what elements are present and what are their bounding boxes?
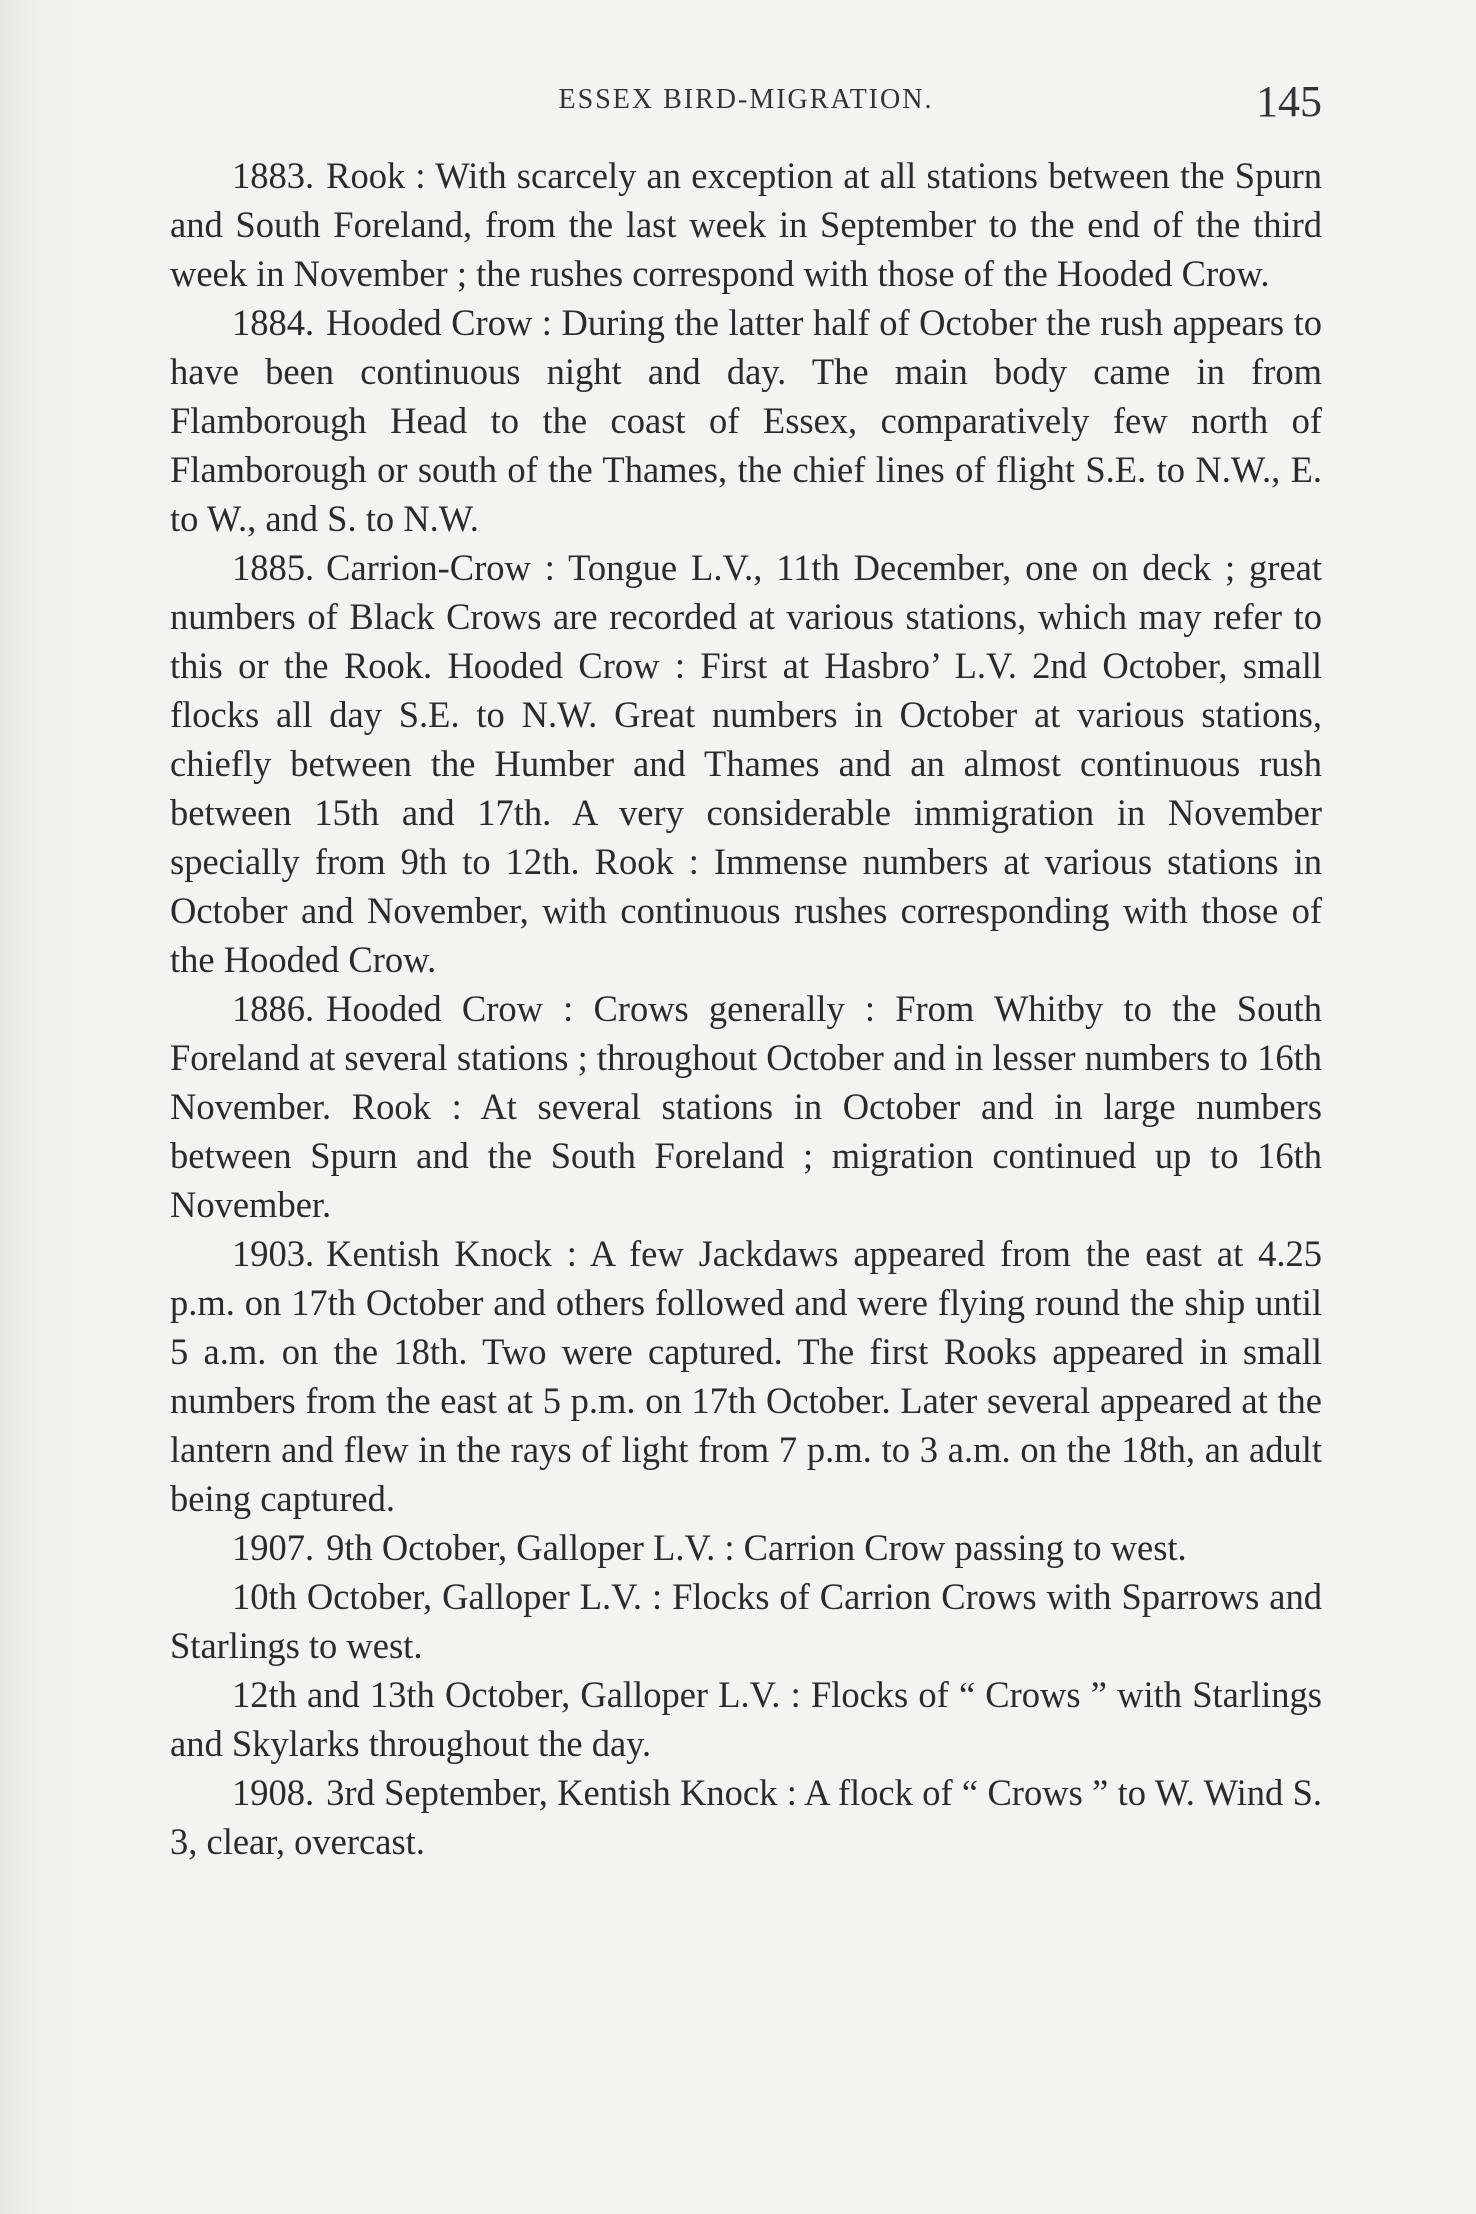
year-lead: 1884. bbox=[232, 302, 315, 343]
paragraph-1907-10th-october bbox=[170, 1572, 1322, 1670]
paragraph-text: Hooded Crow : Crows generally : From Whitby to the South Foreland at several stations ; throughout October and in lesser numbers to 16th November. Rook : At several stations in October and in large numbers between Spurn and the South Foreland ; migration continued up to 16th November. bbox=[170, 988, 1322, 1225]
paragraph-1907-12th-13th-october bbox=[170, 1670, 1322, 1768]
paragraph-text: Carrion-Crow : Tongue L.V., 11th December, one on deck ; great numbers of Black Crows are recorded at various stations, which may refer to this or the Rook. Hooded Crow : First at Hasbro’ L.V. 2nd October, small flocks all day S.E. to N.W. Great numbers in October at various stations, chiefly between the Humber and Thames and an almost continuous rush between 15th and 17th. A very considerable immigration in November specially from 9th to 12th. Rook : Immense numbers at various stations in October and November, with continuous rushes corresponding with those of the Hooded Crow. bbox=[170, 547, 1322, 980]
paragraph-text: 9th October, Galloper L.V. : Carrion Crow passing to west. bbox=[326, 1527, 1187, 1568]
page-number: 145 bbox=[1256, 77, 1322, 126]
body-text bbox=[170, 151, 1322, 1866]
paragraph-1907 bbox=[170, 1523, 1322, 1572]
paragraph-1886 bbox=[170, 984, 1322, 1229]
paragraph-1883 bbox=[170, 151, 1322, 298]
paragraph-text: Kentish Knock : A few Jackdaws appeared from the east at 4.25 p.m. on 17th October and others followed and were flying round the ship until 5 a.m. on the 18th. Two were captured. The first Rooks appeared in small numbers from the east at 5 p.m. on 17th October. Later several appeared at the lantern and flew in the rays of light from 7 p.m. to 3 a.m. on the 18th, an adult being captured. bbox=[170, 1233, 1322, 1519]
paragraph-text: 3rd September, Kentish Knock : A flock of “ Crows ” to W. Wind S. 3, clear, overcast. bbox=[170, 1772, 1322, 1862]
year-lead: 1903. bbox=[232, 1233, 315, 1274]
paragraph-1908 bbox=[170, 1768, 1322, 1866]
paragraph-1903 bbox=[170, 1229, 1322, 1523]
year-lead: 1885. bbox=[232, 547, 315, 588]
paragraph-text: Hooded Crow : During the latter half of October the rush appears to have been continuous night and day. The main body came in from Flamborough Head to the coast of Essex, comparatively few north of Flamborough or south of the Thames, the chief lines of flight S.E. to N.W., E. to W., and S. to N.W. bbox=[170, 302, 1322, 539]
paragraph-text: 12th and 13th October, Galloper L.V. : Flocks of “ Crows ” with Starlings and Skylarks throughout the day. bbox=[170, 1674, 1322, 1764]
year-lead: 1908. bbox=[232, 1772, 315, 1813]
year-lead: 1883. bbox=[232, 155, 315, 196]
paragraph-text: Rook : With scarcely an exception at all stations between the Spurn and South Foreland, from the last week in September to the end of the third week in November ; the rushes correspond with those of the Hooded Crow. bbox=[170, 155, 1322, 294]
paragraph-1884 bbox=[170, 298, 1322, 543]
paragraph-1885 bbox=[170, 543, 1322, 984]
year-lead: 1886. bbox=[232, 988, 315, 1029]
running-head bbox=[170, 76, 1322, 126]
year-lead: 1907. bbox=[232, 1527, 315, 1568]
running-title: ESSEX BIRD-MIGRATION. bbox=[558, 84, 934, 115]
paragraph-text: 10th October, Galloper L.V. : Flocks of Carrion Crows with Sparrows and Starlings to west. bbox=[170, 1576, 1322, 1666]
